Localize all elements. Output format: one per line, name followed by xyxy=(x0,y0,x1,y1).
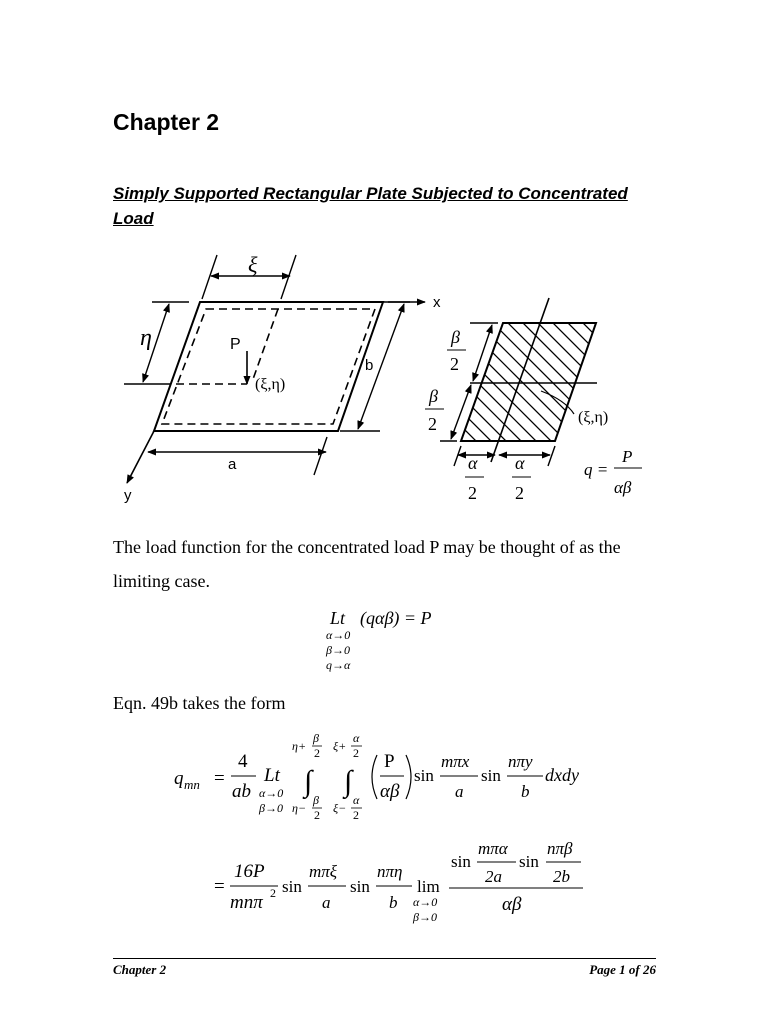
int1-upper-beta: β xyxy=(313,731,319,745)
xi-label: ξ xyxy=(248,252,258,277)
result-lim-sub-alpha: α→0 xyxy=(413,895,438,909)
alpha-right-num: α xyxy=(515,453,525,473)
limit-sub-q: q→α xyxy=(326,658,351,672)
int1-sign: ∫ xyxy=(304,765,313,798)
result-lim-sub-beta: β→0 xyxy=(413,910,437,924)
result-n-pi-eta-den: b xyxy=(389,893,398,912)
int1-upper-two: 2 xyxy=(314,746,320,760)
result-sin-2: sin xyxy=(350,877,370,896)
footer-page-number: Page 1 of 26 xyxy=(589,962,656,977)
int2-upper-two: 2 xyxy=(353,746,359,760)
int2-lower-xi: ξ− xyxy=(333,801,347,815)
result-n-pi-beta: nπβ xyxy=(547,839,573,858)
footer-chapter: Chapter 2 xyxy=(113,962,167,977)
paren-P: P xyxy=(384,751,395,772)
result-lim: lim xyxy=(417,877,440,896)
sin-1: sin xyxy=(414,766,434,785)
xi-extension-left xyxy=(202,255,217,299)
plate-outline xyxy=(154,302,383,431)
limit-expression: (qαβ) = P xyxy=(360,608,432,628)
y-axis xyxy=(127,431,154,483)
x-axis-label: x xyxy=(433,294,441,311)
alpha-left-den: 2 xyxy=(468,483,477,503)
int1-lower-beta: β xyxy=(313,793,319,807)
result-equation xyxy=(214,839,583,924)
alpha-extension-left xyxy=(454,446,461,466)
side-b-label: b xyxy=(365,357,374,374)
eqn-49b-paragraph: Eqn. 49b takes the form xyxy=(113,693,286,713)
footer-rule xyxy=(113,958,656,959)
paren-alpha-beta: αβ xyxy=(380,781,400,802)
limit-sub-alpha: α→0 xyxy=(326,628,351,642)
q-equals: q = xyxy=(584,460,609,479)
qmn-ab: ab xyxy=(232,781,251,802)
patch-load-point-label: (ξ,η) xyxy=(578,409,609,426)
sin-2: sin xyxy=(481,766,501,785)
int2-upper-xi: ξ+ xyxy=(333,739,347,753)
result-sin-1: sin xyxy=(282,877,302,896)
limit-sub-beta: β→0 xyxy=(326,643,350,657)
alpha-left-num: α xyxy=(468,453,478,473)
qmn-lhs-sub: mn xyxy=(184,777,200,792)
side-a-label: a xyxy=(228,456,237,473)
patch-hatching xyxy=(300,280,750,490)
int1-upper-eta: η+ xyxy=(292,739,307,753)
m-pi-x-den: a xyxy=(455,782,464,801)
qmn-equals: = xyxy=(214,768,225,789)
int2-sign: ∫ xyxy=(344,765,353,798)
int1-lower-eta: η− xyxy=(292,801,307,815)
limit-lt: Lt xyxy=(330,608,346,628)
beta-upper-den: 2 xyxy=(450,354,459,374)
qmn-equation xyxy=(174,731,579,822)
load-point-label: (ξ,η) xyxy=(255,376,286,393)
paren-right xyxy=(406,755,411,799)
dxdy: dxdy xyxy=(545,765,579,785)
a-extension-right xyxy=(314,437,327,475)
q-denominator: αβ xyxy=(614,478,632,497)
patch-outline xyxy=(461,323,596,441)
qmn-lt: Lt xyxy=(264,765,280,786)
load-label: P xyxy=(230,336,241,353)
limit-equation xyxy=(325,608,432,672)
beta-lower-den: 2 xyxy=(428,414,437,434)
qmn-lt-sub-beta: β→0 xyxy=(259,801,283,815)
beta-dimension-upper xyxy=(473,325,492,381)
result-alpha-beta: αβ xyxy=(502,894,522,915)
m-pi-x: mπx xyxy=(441,752,470,771)
int2-lower-two: 2 xyxy=(353,808,359,822)
result-two-b: 2b xyxy=(553,867,570,886)
n-pi-y-den: b xyxy=(521,782,530,801)
int2-lower-alpha: α xyxy=(353,793,360,807)
n-pi-y: nπy xyxy=(508,752,533,771)
qmn-lhs: q xyxy=(174,768,184,789)
result-16P: 16P xyxy=(234,861,265,882)
result-inner-sin-2: sin xyxy=(519,852,539,871)
xi-extension-right xyxy=(281,255,296,299)
qmn-lt-sub-alpha: α→0 xyxy=(259,786,284,800)
result-m-pi-xi: mπξ xyxy=(309,862,338,881)
plate-dashed-inner xyxy=(162,309,375,424)
xi-dashed-line xyxy=(252,309,278,382)
load-function-paragraph: The load function for the concentrated load P may be thought of as the limiting case. xyxy=(113,537,621,591)
result-n-pi-eta: nπη xyxy=(377,862,403,881)
int1-lower-two: 2 xyxy=(314,808,320,822)
plate-diagram xyxy=(124,252,441,504)
alpha-right-den: 2 xyxy=(515,483,524,503)
eta-label: η xyxy=(140,325,152,351)
beta-lower-num: β xyxy=(429,386,438,406)
qmn-four: 4 xyxy=(238,751,248,772)
beta-upper-num: β xyxy=(451,327,460,347)
result-mn-pi-exp: 2 xyxy=(270,886,276,900)
q-numerator: P xyxy=(622,447,633,466)
chapter-title: Chapter 2 xyxy=(113,109,220,135)
result-mn-pi: mnπ xyxy=(230,892,263,913)
y-axis-label: y xyxy=(124,487,132,504)
result-inner-sin-1: sin xyxy=(451,852,471,871)
result-m-pi-alpha: mπα xyxy=(478,839,508,858)
load-patch-diagram xyxy=(300,280,750,503)
paren-left xyxy=(372,755,377,799)
result-equals: = xyxy=(214,876,225,897)
result-m-pi-xi-den: a xyxy=(322,893,331,912)
int2-upper-alpha: α xyxy=(353,731,360,745)
section-title: Simply Supported Rectangular Plate Subjected to Concentrated Load xyxy=(113,184,628,228)
beta-dimension-lower xyxy=(451,385,471,439)
alpha-extension-right xyxy=(548,446,555,466)
result-two-a: 2a xyxy=(485,867,502,886)
